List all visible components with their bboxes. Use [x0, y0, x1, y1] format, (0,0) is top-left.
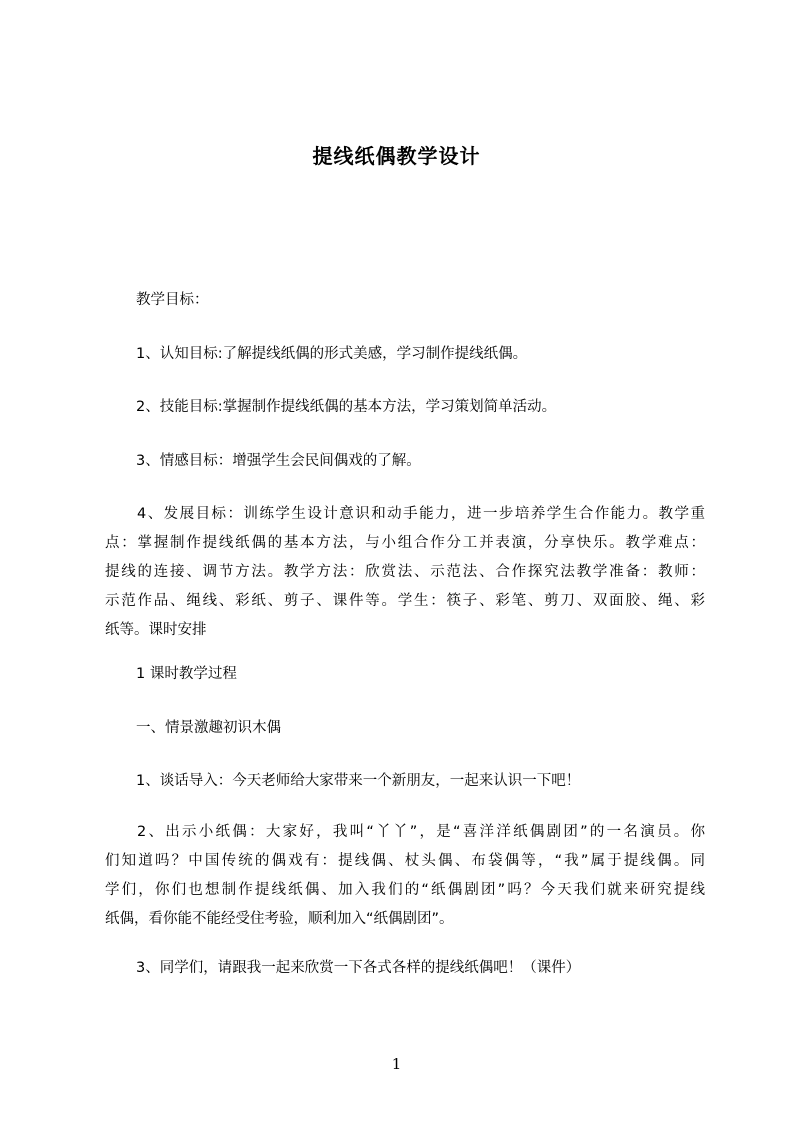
objective-2: 2、技能目标:掌握制作提线纸偶的基本方法，学习策划简单活动。 [136, 399, 557, 415]
objective-1: 1、认知目标:了解提线纸偶的形式美感，学习制作提线纸偶。 [136, 346, 528, 362]
lesson-process-heading: 1 课时教学过程 [136, 666, 237, 682]
step-1: 1、谈话导入：今天老师给大家带来一个新朋友，一起来认识一下吧！ [136, 773, 581, 789]
paragraph-line: 点：掌握制作提线纸偶的基本方法，与小组合作分工并表演，分享快乐。教学难点： [105, 535, 705, 551]
paragraph-line: 4、发展目标：训练学生设计意识和动手能力，进一步培养学生合作能力。教学重 [137, 506, 705, 522]
paragraph-line: 学们，你们也想制作提线纸偶、加入我们的“纸偶剧团”吗？今天我们就来研究提线 [105, 882, 705, 898]
paragraph-line: 纸等。课时安排 [105, 622, 207, 638]
objective-4-paragraph [105, 500, 705, 645]
document-title: 提线纸偶教学设计 [312, 144, 481, 168]
objective-3: 3、情感目标：增强学生会民间偶戏的了解。 [136, 453, 421, 469]
heading-objectives: 教学目标： [136, 292, 209, 308]
paragraph-line: 示范作品、绳线、彩纸、剪子、课件等。学生：筷子、彩笔、剪刀、双面胶、绳、彩 [105, 593, 705, 609]
section-1-heading: 一、情景激趣初识木偶 [136, 720, 281, 736]
page-number: 1 [391, 1055, 402, 1073]
step-3: 3、同学们，请跟我一起来欣赏一下各式各样的提线纸偶吧！（课件） [136, 960, 581, 976]
step-2-paragraph [105, 818, 705, 934]
paragraph-line: 2、出示小纸偶：大家好，我叫“丫丫”，是“喜洋洋纸偶剧团”的一名演员。你 [137, 824, 705, 840]
paragraph-line: 纸偶，看你能不能经受住考验，顺利加入“纸偶剧团”。 [105, 911, 454, 927]
paragraph-line: 们知道吗？中国传统的偶戏有：提线偶、杖头偶、布袋偶等，“我”属于提线偶。同 [105, 853, 705, 869]
paragraph-line: 提线的连接、调节方法。教学方法：欣赏法、示范法、合作探究法教学准备：教师： [105, 564, 705, 580]
